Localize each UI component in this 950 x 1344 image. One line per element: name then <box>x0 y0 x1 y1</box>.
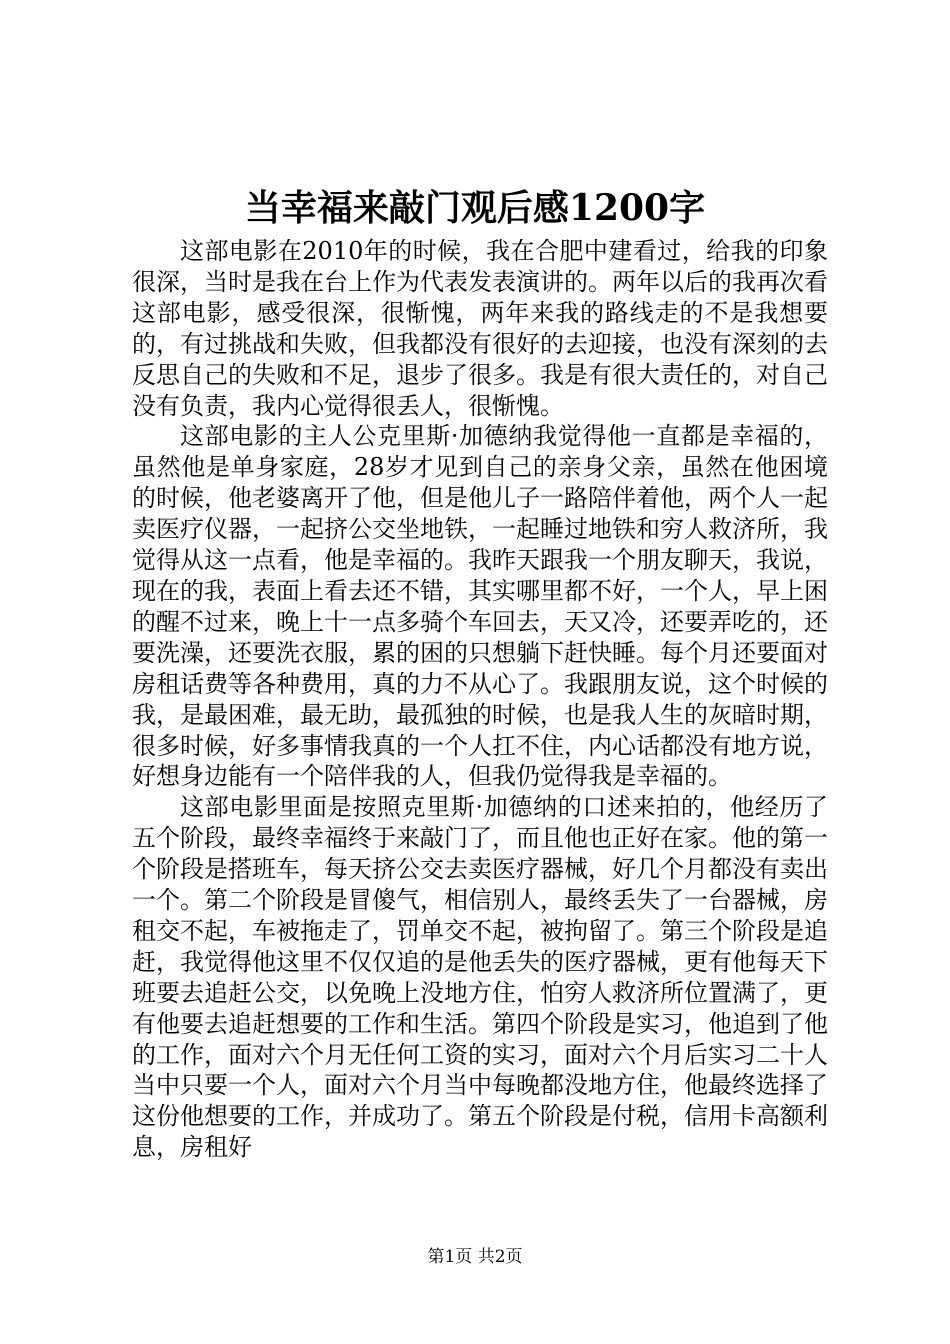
paragraph-1: 这部电影在2010年的时候，我在合肥中建看过，给我的印象很深，当时是我在台上作为代表发表演讲的。两年以后的我再次看这部电影，感受很深，很惭愧，两年来我的路线走的不是我想要的，有过挑战和失败，但我都没有很好的去迎接，也没有深刻的去反思自己的失败和不足，退步了很多。我是有很大责任的，对自己没有负责，我内心觉得很丢人，很惭愧。 <box>132 237 828 420</box>
page-title: 当幸福来敲门观后感1200字 <box>244 187 706 229</box>
document-body <box>132 236 828 1163</box>
paragraph-2: 这部电影的主人公克里斯·加德纳我觉得他一直都是幸福的，虽然他是单身家庭，28岁才见到自己的亲身父亲，虽然在他困境的时候，他老婆离开了他，但是他儿子一路陪伴着他，两个人一起卖医疗仪器，一起挤公交坐地铁，一起睡过地铁和穷人救济所，我觉得从这一点看，他是幸福的。我昨天跟我一个朋友聊天，我说，现在的我，表面上看去还不错，其实哪里都不好，一个人，早上困的醒不过来，晚上十一点多骑个车回去，天又冷，还要弄吃的，还要洗澡，还要洗衣服，累的困的只想躺下赶快睡。每个月还要面对房租话费等各种费用，真的力不从心了。我跟朋友说，这个时候的我，是最困难，最无助，最孤独的时候，也是我人生的灰暗时期，很多时候，好多事情我真的一个人扛不住，内心话都没有地方说，好想身边能有一个陪伴我的人，但我仍觉得我是幸福的。 <box>132 422 828 791</box>
page-footer: 第1页 共2页 <box>427 1247 523 1267</box>
paragraph-3: 这部电影里面是按照克里斯·加德纳的口述来拍的，他经历了五个阶段，最终幸福终于来敲门了，而且他也正好在家。他的第一个阶段是搭班车，每天挤公交去卖医疗器械，好几个月都没有卖出一个。第二个阶段是冒傻气，相信别人，最终丢失了一台器械，房租交不起，车被拖走了，罚单交不起，被拘留了。第三个阶段是追赶，我觉得他这里不仅仅追的是他丢失的医疗器械，更有他每天下班要去追赶公交，以免晚上没地方住，怕穷人救济所位置满了，更有他要去追赶想要的工作和生活。第四个阶段是实习，他追到了他的工作，面对六个月无任何工资的实习，面对六个月后实习二十人当中只要一个人，面对六个月当中每晚都没地方住，他最终选择了这份他想要的工作，并成功了。第五个阶段是付税，信用卡高额利息，房租好 <box>132 793 828 1162</box>
